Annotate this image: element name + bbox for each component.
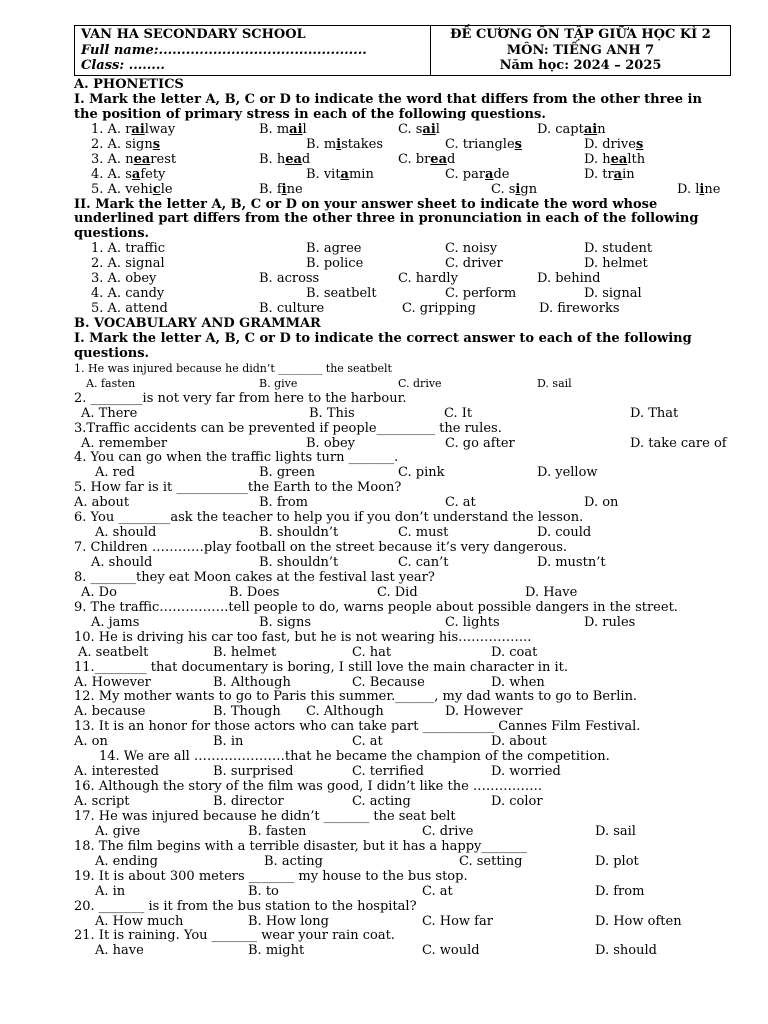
instruction-b1-line1: I. Mark the letter A, B, C or D to indicate the correct answer to each of the following	[74, 330, 692, 346]
instruction-a2-line3: questions.	[74, 226, 150, 242]
option-c: C. at	[352, 734, 383, 750]
option-prefix: C. triangle	[445, 136, 515, 152]
option-prefix: r	[125, 121, 132, 137]
question-text: 16. Although the story of the film was good, I didn’t like the …………….	[74, 779, 543, 795]
option-suffix: ne	[286, 181, 303, 197]
header-left-cell	[75, 26, 431, 75]
option-b: B. from	[259, 495, 308, 511]
underlined-sound: ea	[133, 151, 151, 167]
option-prefix: B. h	[259, 151, 286, 167]
option-d	[584, 153, 645, 168]
stress-question-row	[74, 138, 734, 153]
option-a: A. on	[74, 734, 108, 750]
school-name: VAN HA SECONDARY SCHOOL	[81, 27, 306, 42]
answer-options-row	[74, 437, 734, 452]
question-stem	[74, 422, 734, 437]
option-c: C. go after	[445, 435, 515, 451]
question-stem	[74, 631, 734, 646]
question-text: 6. You ________ask the teacher to help you if you don’t understand the lesson.	[74, 510, 584, 526]
underlined-sound: s	[635, 136, 644, 152]
option-prefix: C. br	[398, 151, 431, 167]
option-c	[491, 183, 537, 198]
option-c: C. Did	[377, 584, 418, 600]
answer-options-row	[74, 646, 734, 661]
option-b: B. give	[259, 376, 298, 390]
option-d: D. However	[445, 704, 523, 720]
question-text: 8. _______they eat Moon cakes at the festival last year?	[74, 569, 435, 585]
question-number: 4. A.	[91, 166, 126, 182]
option-d: D. plot	[595, 853, 639, 869]
option-d: D. coat	[491, 644, 538, 660]
option-c: C. can’t	[398, 555, 449, 570]
answer-options-row	[74, 705, 734, 720]
section-a-title: A. PHONETICS	[74, 77, 184, 92]
option-c: C. terrified	[352, 764, 424, 780]
underlined-sound: ai	[289, 121, 303, 137]
option-d	[677, 183, 720, 198]
underlined-sound: s	[514, 136, 522, 152]
option-d: D. could	[537, 525, 592, 541]
option-suffix: l	[302, 121, 307, 137]
option-a: 2. A. signal	[91, 256, 165, 272]
option-c: C. Although	[306, 704, 384, 720]
question-number: 5. A.	[91, 181, 126, 197]
option-suffix: de	[493, 166, 510, 182]
option-b: B. culture	[259, 301, 325, 317]
option-d	[584, 138, 643, 153]
stress-question-row	[74, 153, 734, 168]
option-a: A. ending	[95, 853, 158, 869]
option-d: D. signal	[584, 286, 642, 302]
instruction-a1-line2: the position of primary stress in each of the following questions.	[74, 106, 546, 122]
option-suffix: l	[435, 121, 440, 137]
option-b	[306, 168, 374, 183]
option-a: A. because	[74, 704, 146, 720]
question-stem	[74, 481, 734, 496]
option-d: D. should	[595, 943, 657, 959]
pronunciation-question-list	[74, 242, 734, 317]
option-c: C. at	[422, 883, 453, 899]
question-stem	[74, 541, 734, 556]
option-b: B. surprised	[213, 764, 294, 780]
option-d: D. sail	[595, 823, 636, 839]
option-c: C. setting	[459, 853, 523, 869]
question-text: 21. It is raining. You _______ wear your rain coat.	[74, 928, 395, 944]
option-b: B. shouldn’t	[259, 525, 339, 541]
underlined-sound: ea	[610, 151, 628, 167]
underlined-sound: ea	[430, 151, 447, 167]
question-text: 13. It is an honor for those actors who can take part ___________ Cannes Film Festival.	[74, 719, 641, 735]
option-a: A. should	[91, 555, 153, 570]
option-prefix: D. tr	[584, 166, 614, 182]
header-right-cell	[431, 26, 730, 75]
option-c: C. perform	[445, 286, 517, 302]
underlined-sound: c	[152, 181, 161, 197]
underlined-sound: ai	[422, 121, 436, 137]
option-c: C. acting	[352, 794, 411, 809]
option-c: C. gripping	[402, 301, 476, 317]
question-text: 20. _______ is it from the bus station to the hospital?	[74, 898, 417, 914]
answer-options-row	[74, 407, 734, 422]
option-suffix: lway	[144, 121, 176, 137]
answer-options-row	[74, 526, 734, 541]
option-suffix: d	[447, 151, 456, 167]
option-a: A. should	[95, 525, 157, 541]
answer-options-row	[74, 765, 734, 780]
question-text: 12. My mother wants to go to Paris this summer.______, my dad wants to go to Berlin.	[74, 689, 638, 705]
pronunciation-question-row	[74, 302, 734, 317]
option-b: B. This	[309, 405, 355, 421]
option-d: D. fireworks	[539, 301, 620, 317]
question-stem	[74, 451, 734, 466]
option-a: A. red	[95, 465, 135, 481]
option-suffix: fety	[140, 166, 166, 182]
option-c: C. would	[422, 943, 480, 959]
option-c: C. lights	[445, 614, 500, 630]
instruction-a2-line2: underlined part differs from the other three in pronunciation in each of the following	[74, 211, 699, 227]
option-b: B. fasten	[248, 823, 307, 839]
question-number: 1. A.	[91, 121, 126, 137]
option-prefix: C. s	[491, 181, 516, 197]
option-d: D. Have	[525, 584, 578, 600]
question-stem	[74, 571, 734, 586]
question-text: 18. The film begins with a terrible disaster, but it has a happy_______	[74, 838, 527, 854]
option-a	[91, 123, 175, 138]
option-prefix: D. l	[677, 181, 700, 197]
question-stem	[74, 362, 734, 377]
option-b: B. obey	[306, 435, 356, 451]
question-stem	[74, 810, 734, 825]
instruction-a1-line1: I. Mark the letter A, B, C or D to indicate the word that differs from the other three in	[74, 91, 702, 107]
question-stem	[74, 780, 734, 795]
answer-options-row	[74, 556, 734, 571]
option-d: D. from	[595, 883, 645, 899]
underlined-sound: s	[152, 136, 161, 152]
underlined-sound: a	[485, 166, 494, 182]
question-text: 3.Traffic accidents can be prevented if people_________ the rules.	[74, 420, 502, 436]
option-b: B. seatbelt	[306, 286, 377, 302]
option-a	[91, 138, 160, 153]
option-d: D. behind	[537, 271, 601, 287]
option-d: D. student	[584, 241, 653, 257]
option-prefix: s	[125, 166, 132, 182]
option-a: 3. A. obey	[91, 271, 157, 287]
option-a: A. There	[81, 405, 138, 421]
pronunciation-question-row	[74, 257, 734, 272]
underlined-sound: i	[699, 181, 705, 197]
header-table	[74, 25, 731, 76]
option-d: D. color	[491, 794, 543, 809]
option-a: A. in	[95, 883, 126, 899]
document-body	[74, 78, 734, 959]
option-b: B. across	[259, 271, 320, 287]
section-b-title: B. VOCABULARY AND GRAMMAR	[74, 316, 321, 331]
option-suffix: in	[622, 166, 635, 182]
option-d: D. mustn’t	[537, 555, 606, 570]
instruction-a2-line1: II. Mark the letter A, B, C or D on your answer sheet to indicate the word whose	[74, 196, 658, 212]
question-stem	[74, 392, 734, 407]
question-stem	[74, 690, 734, 705]
option-b: B. How long	[248, 913, 329, 929]
question-stem	[74, 511, 734, 526]
option-d: D. yellow	[537, 465, 598, 481]
class-line: Class: ........	[81, 58, 165, 73]
answer-options-row	[74, 466, 734, 481]
question-stem	[74, 870, 734, 885]
question-text: 19. It is about 300 meters _______ my house to the bus stop.	[74, 868, 468, 884]
option-b: B. to	[248, 883, 279, 899]
option-d	[584, 168, 635, 183]
option-b: B. acting	[264, 853, 323, 869]
grammar-question-list	[74, 362, 734, 960]
option-prefix: D. drive	[584, 136, 636, 152]
answer-options-row	[74, 676, 734, 691]
option-b: B. agree	[306, 241, 362, 257]
question-text: 1. He was injured because he didn’t ________ the seatbelt	[74, 361, 392, 375]
underlined-sound: ai	[131, 121, 145, 137]
answer-options-row	[74, 616, 734, 631]
option-c: C. Because	[352, 674, 425, 690]
answer-options-row	[74, 855, 734, 870]
option-c: C. hat	[352, 644, 392, 660]
option-d: D. helmet	[584, 256, 648, 272]
option-a: A. seatbelt	[78, 644, 149, 660]
option-a: A. give	[95, 823, 141, 839]
answer-options-row	[74, 825, 734, 840]
option-b: B. in	[213, 734, 244, 750]
answer-options-row	[74, 944, 734, 959]
stress-question-row	[74, 168, 734, 183]
full-name-line: Full name:..............................................	[81, 42, 367, 58]
exam-title: ĐỀ CƯƠNG ÔN TẬP GIỮA HỌC KÌ 2	[450, 27, 711, 42]
pronunciation-question-row	[74, 287, 734, 302]
option-d: D. How often	[595, 913, 682, 929]
option-d: D. rules	[584, 614, 636, 630]
option-b: B. police	[306, 256, 364, 272]
option-a: 4. A. candy	[91, 286, 165, 302]
option-b: B. might	[248, 943, 305, 959]
question-text: 4. You can go when the traffic lights turn _______.	[74, 450, 399, 466]
option-a: A. interested	[74, 764, 159, 780]
question-text: 17. He was injured because he didn’t _______ the seat belt	[74, 808, 456, 824]
answer-options-row	[74, 885, 734, 900]
option-b	[259, 123, 307, 138]
option-d: D. That	[630, 405, 679, 421]
question-number: 2. A.	[91, 136, 126, 152]
option-c	[398, 153, 455, 168]
question-text: 9. The traffic…………….tell people to do, warns people about possible dangers in the street.	[74, 599, 678, 615]
option-d: D. take care of	[630, 435, 727, 451]
underlined-sound: i	[281, 181, 287, 197]
option-b	[259, 183, 303, 198]
option-a: A. remember	[81, 435, 168, 451]
answer-options-row	[74, 496, 734, 511]
option-prefix: B. m	[259, 121, 290, 137]
answer-options-row	[74, 795, 734, 810]
option-c: C. pink	[398, 465, 445, 481]
option-d: D. on	[584, 495, 619, 511]
question-number: 3. A.	[91, 151, 126, 167]
option-suffix: d	[301, 151, 311, 167]
option-d: D. worried	[491, 764, 561, 780]
option-d: D. sail	[537, 376, 572, 390]
underlined-sound: i	[336, 136, 342, 152]
option-prefix: vehi	[125, 181, 153, 197]
option-d	[537, 123, 606, 138]
option-b	[306, 138, 383, 153]
option-prefix: D. capt	[537, 121, 584, 137]
option-b: B. green	[259, 465, 316, 481]
option-a	[91, 183, 173, 198]
stress-question-list	[74, 123, 734, 198]
option-suffix: stakes	[341, 136, 383, 152]
underlined-sound: ai	[583, 121, 598, 137]
option-prefix: n	[125, 151, 134, 167]
option-a: A. about	[74, 495, 130, 511]
option-c	[445, 138, 522, 153]
question-text: 5. How far is it ___________the Earth to the Moon?	[74, 480, 402, 496]
option-prefix: D. h	[584, 151, 611, 167]
question-stem	[74, 601, 734, 616]
option-c	[445, 168, 510, 183]
underlined-sound: a	[340, 166, 349, 182]
underlined-sound: a	[613, 166, 623, 182]
question-text: 10. He is driving his car too fast, but he is not wearing his……………..	[74, 629, 532, 645]
option-c: C. How far	[422, 913, 493, 929]
answer-options-row	[74, 586, 734, 601]
option-b: B. shouldn’t	[259, 555, 339, 570]
option-a: A. jams	[91, 614, 140, 630]
option-c: C. noisy	[445, 241, 498, 257]
question-text: 14. We are all …………………that he became the champion of the competition.	[99, 749, 610, 765]
option-a: A. However	[74, 674, 151, 690]
option-a: 1. A. traffic	[91, 241, 166, 257]
option-c	[398, 123, 440, 138]
option-d: D. when	[491, 674, 545, 690]
option-suffix: gn	[520, 181, 538, 197]
option-b: B. Although	[213, 674, 291, 690]
question-stem	[74, 661, 734, 676]
option-suffix: min	[348, 166, 374, 182]
answer-options-row	[74, 377, 734, 392]
option-a: A. fasten	[86, 376, 136, 390]
option-prefix: B. f	[259, 181, 282, 197]
option-b: B. Does	[229, 584, 280, 600]
question-text: 7. Children …………play football on the street because it’s very dangerous.	[74, 540, 568, 556]
option-c: C. hardly	[398, 271, 458, 287]
underlined-sound: a	[131, 166, 141, 182]
stress-question-row	[74, 123, 734, 138]
option-prefix: C. par	[445, 166, 486, 182]
instruction-b1-line2: questions.	[74, 345, 150, 361]
option-b	[259, 153, 310, 168]
option-b: B. helmet	[213, 644, 277, 660]
option-c: C. driver	[445, 256, 503, 272]
option-prefix: B. m	[306, 136, 337, 152]
pronunciation-question-row	[74, 242, 734, 257]
underlined-sound: ea	[285, 151, 302, 167]
option-prefix: B. vit	[306, 166, 341, 182]
option-a: A. How much	[95, 913, 184, 929]
stress-question-row	[74, 183, 734, 198]
question-stem	[74, 929, 734, 944]
answer-options-row	[74, 735, 734, 750]
option-suffix: rest	[150, 151, 177, 167]
option-d: D. about	[491, 734, 547, 750]
option-a	[91, 168, 165, 183]
question-text: 11.________ that documentary is boring, I still love the main character in it.	[74, 659, 568, 675]
option-c: C. drive	[422, 823, 474, 839]
subject-line: MÔN: TIẾNG ANH 7	[506, 42, 655, 58]
question-stem	[74, 900, 734, 915]
option-b: B. Though	[213, 704, 281, 720]
option-c: C. drive	[398, 376, 442, 390]
option-suffix: le	[160, 181, 173, 197]
option-a: 5. A. attend	[91, 301, 168, 317]
option-suffix: n	[597, 121, 606, 137]
underlined-sound: i	[515, 181, 521, 197]
option-suffix: ne	[704, 181, 721, 197]
question-text: 2. ________is not very far from here to the harbour.	[74, 390, 407, 406]
option-a: A. script	[74, 794, 130, 809]
question-stem	[74, 720, 734, 735]
pronunciation-question-row	[74, 272, 734, 287]
school-year: Năm học: 2024 – 2025	[499, 58, 662, 73]
option-c: C. It	[444, 405, 473, 421]
option-b: B. director	[213, 794, 284, 809]
option-a	[91, 153, 176, 168]
option-a: A. have	[95, 943, 144, 959]
question-stem	[74, 750, 734, 765]
question-stem	[74, 840, 734, 855]
option-suffix: lth	[627, 151, 646, 167]
option-c: C. at	[445, 495, 476, 511]
option-c: C. must	[398, 525, 449, 541]
option-a: A. Do	[81, 584, 117, 600]
option-b: B. signs	[259, 614, 312, 630]
answer-options-row	[74, 915, 734, 930]
option-prefix: sign	[125, 136, 153, 152]
option-prefix: C. s	[398, 121, 423, 137]
